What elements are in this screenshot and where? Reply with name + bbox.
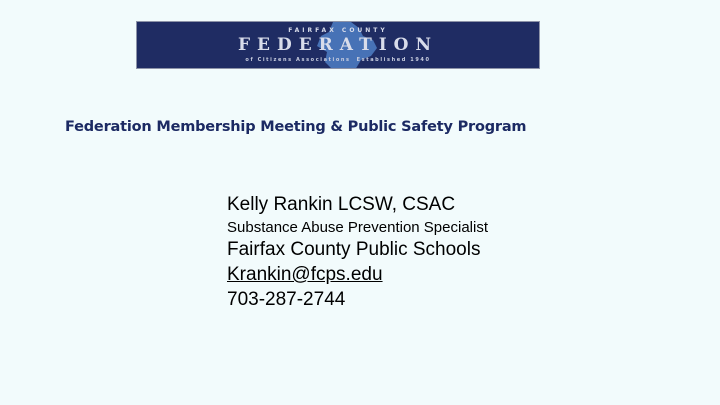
page-title: Federation Membership Meeting & Public Safety Program: [65, 119, 527, 135]
contact-organization: Fairfax County Public Schools: [227, 239, 481, 260]
contact-name: Kelly Rankin LCSW, CSAC: [227, 194, 456, 215]
contact-email-link[interactable]: Krankin@fcps.edu: [227, 264, 383, 285]
contact-block: [227, 192, 488, 312]
contact-title: Substance Abuse Prevention Specialist: [227, 219, 488, 236]
logo-subtitle-right: Established 1940: [356, 57, 431, 63]
federation-logo-banner: [136, 21, 540, 69]
logo-subtitle-left: of Citizens Associations: [245, 57, 351, 63]
contact-phone: 703-287-2744: [227, 289, 346, 310]
logo-top-text: FAIRFAX COUNTY: [288, 27, 388, 34]
logo-main-text: FEDERATION: [237, 35, 439, 55]
logo-subtitle: [137, 57, 539, 63]
